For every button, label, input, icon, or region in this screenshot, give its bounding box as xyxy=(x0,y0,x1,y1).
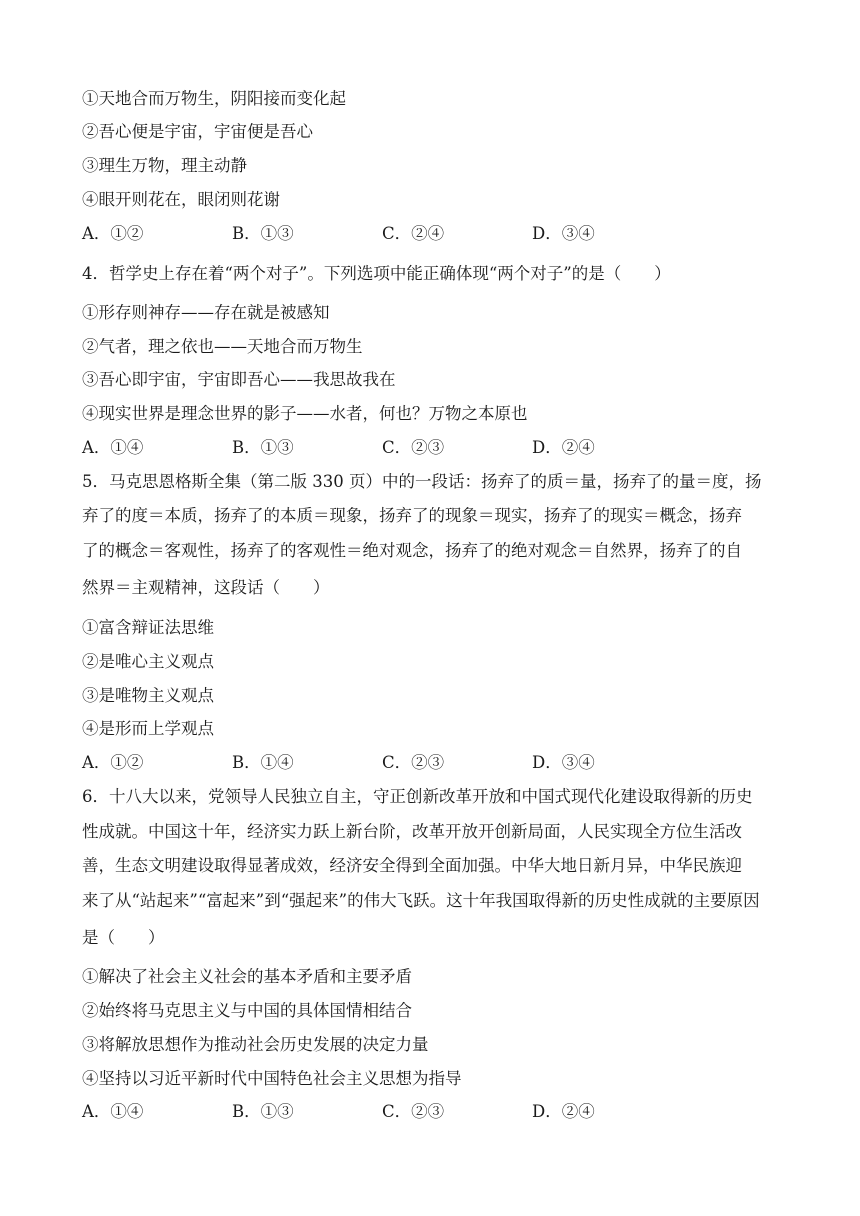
q6-stem-line-3: 善，生态文明建设取得显著成效，经济安全得到全面加强。中华大地日新月异，中华民族迎 xyxy=(82,856,742,875)
q4-item-4: ④现实世界是理念世界的影子——水者，何也？万物之本原也 xyxy=(82,404,528,423)
q6-option-b[interactable]: B．①③ xyxy=(232,1102,294,1121)
q6-option-c[interactable]: C．②③ xyxy=(382,1102,445,1121)
q3-item-1: ①天地合而万物生，阴阳接而变化起 xyxy=(82,89,346,108)
q5-stem-line-3: 了的概念＝客观性，扬弃了的客观性＝绝对观念，扬弃了的绝对观念＝自然界，扬弃了的自 xyxy=(82,541,742,560)
q5-option-b[interactable]: B．①④ xyxy=(232,753,294,772)
q3-item-3: ③理生万物，理主动静 xyxy=(82,156,247,175)
q5-stem-line-2: 弃了的度＝本质，扬弃了的本质＝现象，扬弃了的现象＝现实，扬弃了的现实＝概念，扬弃 xyxy=(82,506,742,525)
q3-item-4: ④眼开则花在，眼闭则花谢 xyxy=(82,190,280,209)
q4-item-1: ①形存则神存——存在就是被感知 xyxy=(82,303,330,322)
q6-item-1: ①解决了社会主义社会的基本矛盾和主要矛盾 xyxy=(82,967,412,986)
q5-stem-line-4: 然界＝主观精神，这段话（ ） xyxy=(82,578,330,597)
q3-option-d[interactable]: D．③④ xyxy=(532,224,595,243)
q6-stem-line-4: 来了从“站起来”“富起来”到“强起来”的伟大飞跃。这十年我国取得新的历史性成就的主要原因 xyxy=(82,891,760,910)
q5-option-d[interactable]: D．③④ xyxy=(532,753,595,772)
q3-item-2: ②吾心便是宇宙，宇宙便是吾心 xyxy=(82,122,313,141)
q6-stem-line-2: 性成就。中国这十年，经济实力跃上新台阶，改革开放开创新局面，人民实现全方位生活改 xyxy=(82,822,742,841)
q6-option-d[interactable]: D．②④ xyxy=(532,1102,595,1121)
q6-item-4: ④坚持以习近平新时代中国特色社会主义思想为指导 xyxy=(82,1069,462,1088)
q5-option-a[interactable]: A．①② xyxy=(82,753,144,772)
q6-item-2: ②始终将马克思主义与中国的具体国情相结合 xyxy=(82,1001,412,1020)
q4-item-2: ②气者，理之依也——天地合而万物生 xyxy=(82,337,363,356)
q6-item-3: ③将解放思想作为推动社会历史发展的决定力量 xyxy=(82,1035,429,1054)
q4-option-a[interactable]: A．①④ xyxy=(82,438,144,457)
q3-option-c[interactable]: C．②④ xyxy=(382,224,445,243)
q6-option-a[interactable]: A．①④ xyxy=(82,1102,144,1121)
q5-item-2: ②是唯心主义观点 xyxy=(82,652,214,671)
q4-option-b[interactable]: B．①③ xyxy=(232,438,294,457)
q6-stem-line-5: 是（ ） xyxy=(82,928,165,947)
q5-item-4: ④是形而上学观点 xyxy=(82,719,214,738)
q6-stem-line-1: 6．十八大以来，党领导人民独立自主，守正创新改革开放和中国式现代化建设取得新的历史 xyxy=(82,787,753,806)
q3-option-a[interactable]: A．①② xyxy=(82,224,144,243)
q3-option-b[interactable]: B．①③ xyxy=(232,224,294,243)
q4-item-3: ③吾心即宇宙，宇宙即吾心——我思故我在 xyxy=(82,370,396,389)
q5-item-1: ①富含辩证法思维 xyxy=(82,618,214,637)
q4-stem: 4．哲学史上存在着“两个对子”。下列选项中能正确体现“两个对子”的是（ ） xyxy=(82,264,671,283)
q5-item-3: ③是唯物主义观点 xyxy=(82,686,214,705)
q4-option-c[interactable]: C．②③ xyxy=(382,438,445,457)
q5-option-c[interactable]: C．②③ xyxy=(382,753,445,772)
q5-stem-line-1: 5．马克思恩格斯全集（第二版 330 页）中的一段话：扬弃了的质＝量，扬弃了的量＝度，扬 xyxy=(82,472,762,491)
q4-option-d[interactable]: D．②④ xyxy=(532,438,595,457)
